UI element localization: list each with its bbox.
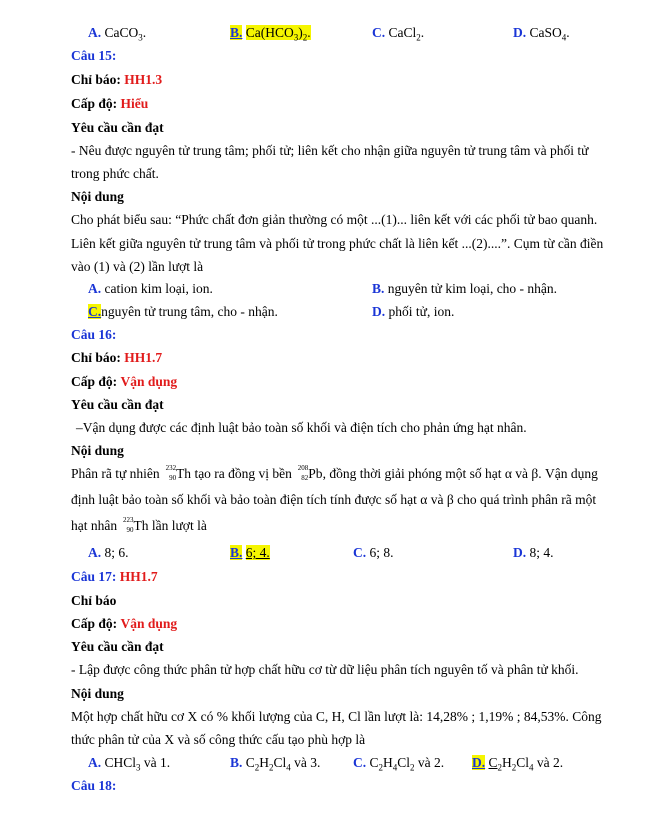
question-text: hạt nhân 223 90 Th lần lượt là: [71, 515, 207, 534]
noi-dung-heading: Nội dung: [71, 189, 124, 204]
q16-option-b[interactable]: B. 6; 4.: [230, 545, 270, 560]
cap-do: Cấp độ: Vận dụng: [71, 616, 178, 631]
q17-option-b[interactable]: B. $C_2H_2Cl_4$ và 3.: [230, 755, 321, 773]
q15-option-a[interactable]: A. cation kim loại, ion.: [88, 281, 213, 296]
thorium-isotope: 223 90: [123, 515, 134, 534]
q16-option-d[interactable]: D. 8; 4.: [513, 545, 554, 560]
cap-do: Cấp độ: Vận dụng: [71, 374, 178, 389]
q15-option-b[interactable]: B. nguyên tử kim loại, cho - nhận.: [372, 281, 558, 296]
question-text: thức phân tử của X và số công thức cấu tạo phù hợp là: [71, 732, 366, 747]
yeu-cau-text: - Lập được công thức phân tử hợp chất hữu cơ từ dữ liệu phân tích nguyên tố và phân tử khối.: [71, 662, 579, 677]
yeu-cau-heading: Yêu cầu cần đạt: [71, 397, 164, 412]
q16-option-a[interactable]: A. 8; 6.: [88, 545, 129, 560]
option-letter: A.: [88, 25, 102, 40]
option-letter-correct: D.: [472, 755, 486, 770]
thorium-isotope: 232 90: [165, 463, 177, 482]
question-text: Cho phát biểu sau: “Phức chất đơn giản thường có một ...(1)... liên kết với các phối tử bao quanh.: [71, 212, 598, 227]
question-text: Phân rã tự nhiên 232 90 Th tạo ra đồng vị bền 208 82 Pb, đồng thời giải phóng một số hạt α và β. Vận dụng: [71, 463, 598, 482]
question-text: Một hợp chất hữu cơ X có % khối lượng của C, H, Cl lần lượt là: 14,28% ; 1,19% ; 84,53%. Công: [71, 709, 602, 724]
chi-bao: Chỉ báo: HH1.7: [71, 350, 163, 365]
yeu-cau-text: trong phức chất.: [71, 166, 159, 181]
q17-option-a[interactable]: A. CHCl$_3$ và 1.: [88, 755, 171, 773]
option-letter-correct: C.: [88, 304, 102, 319]
lead-isotope: 208 82: [297, 463, 309, 482]
q16-option-c[interactable]: C. 6; 8.: [353, 545, 394, 560]
yeu-cau-text: - Nêu được nguyên tử trung tâm; phối tử; liên kết cho nhận giữa nguyên tử trung tâm và phối tử: [71, 143, 589, 158]
option-text: CaCl$_2$.: [388, 25, 425, 43]
question-title: Câu 17: HH1.7: [71, 569, 158, 584]
q14-option-d[interactable]: [513, 25, 570, 43]
question-title: Câu 15:: [71, 48, 117, 63]
q14-option-a[interactable]: [88, 25, 146, 43]
chi-bao: Chỉ báo: [71, 593, 117, 608]
noi-dung-heading: Nội dung: [71, 443, 124, 458]
question-title: Câu 16:: [71, 327, 117, 342]
option-letter-correct: B.: [230, 25, 243, 40]
option-text: CaCO$_3$.: [104, 25, 147, 43]
option-text: $Ca(HCO_3)_2$.: [245, 25, 311, 43]
q14-option-c[interactable]: [372, 25, 424, 43]
q15-option-c[interactable]: C.nguyên tử trung tâm, cho - nhận.: [88, 304, 278, 319]
q15-option-d[interactable]: D. phối tử, ion.: [372, 304, 455, 319]
question-text: vào (1) và (2) lần lượt là: [71, 259, 204, 274]
yeu-cau-heading: Yêu cầu cần đạt: [71, 120, 164, 135]
question-title: Câu 18:: [71, 778, 117, 793]
option-letter: D.: [513, 25, 527, 40]
yeu-cau-heading: Yêu cầu cần đạt: [71, 639, 164, 654]
q17-option-c[interactable]: C. $C_2H_4Cl_2$ và 2.: [353, 755, 445, 773]
yeu-cau-text: –Vận dụng được các định luật bảo toàn số khối và điện tích cho phản ứng hạt nhân.: [76, 420, 527, 435]
option-letter: C.: [372, 25, 386, 40]
q14-option-b[interactable]: [230, 25, 311, 43]
question-text: định luật bảo toàn số khối và bảo toàn điện tích tính được số hạt α và β cho quá trình phân rã một: [71, 492, 597, 507]
option-letter-correct: B.: [230, 545, 243, 560]
option-text: CaSO$_4$.: [529, 25, 570, 43]
question-text: Liên kết giữa nguyên tử trung tâm và phối tử trong phức chất là liên kết ...(2)....”. Cụm từ cần điền: [71, 236, 604, 251]
q17-option-d[interactable]: D. $C_2H_2Cl_4$ và 2.: [472, 755, 564, 773]
cap-do: Cấp độ: Hiểu: [71, 96, 149, 111]
chi-bao: Chỉ báo: HH1.3: [71, 72, 163, 87]
noi-dung-heading: Nội dung: [71, 686, 124, 701]
